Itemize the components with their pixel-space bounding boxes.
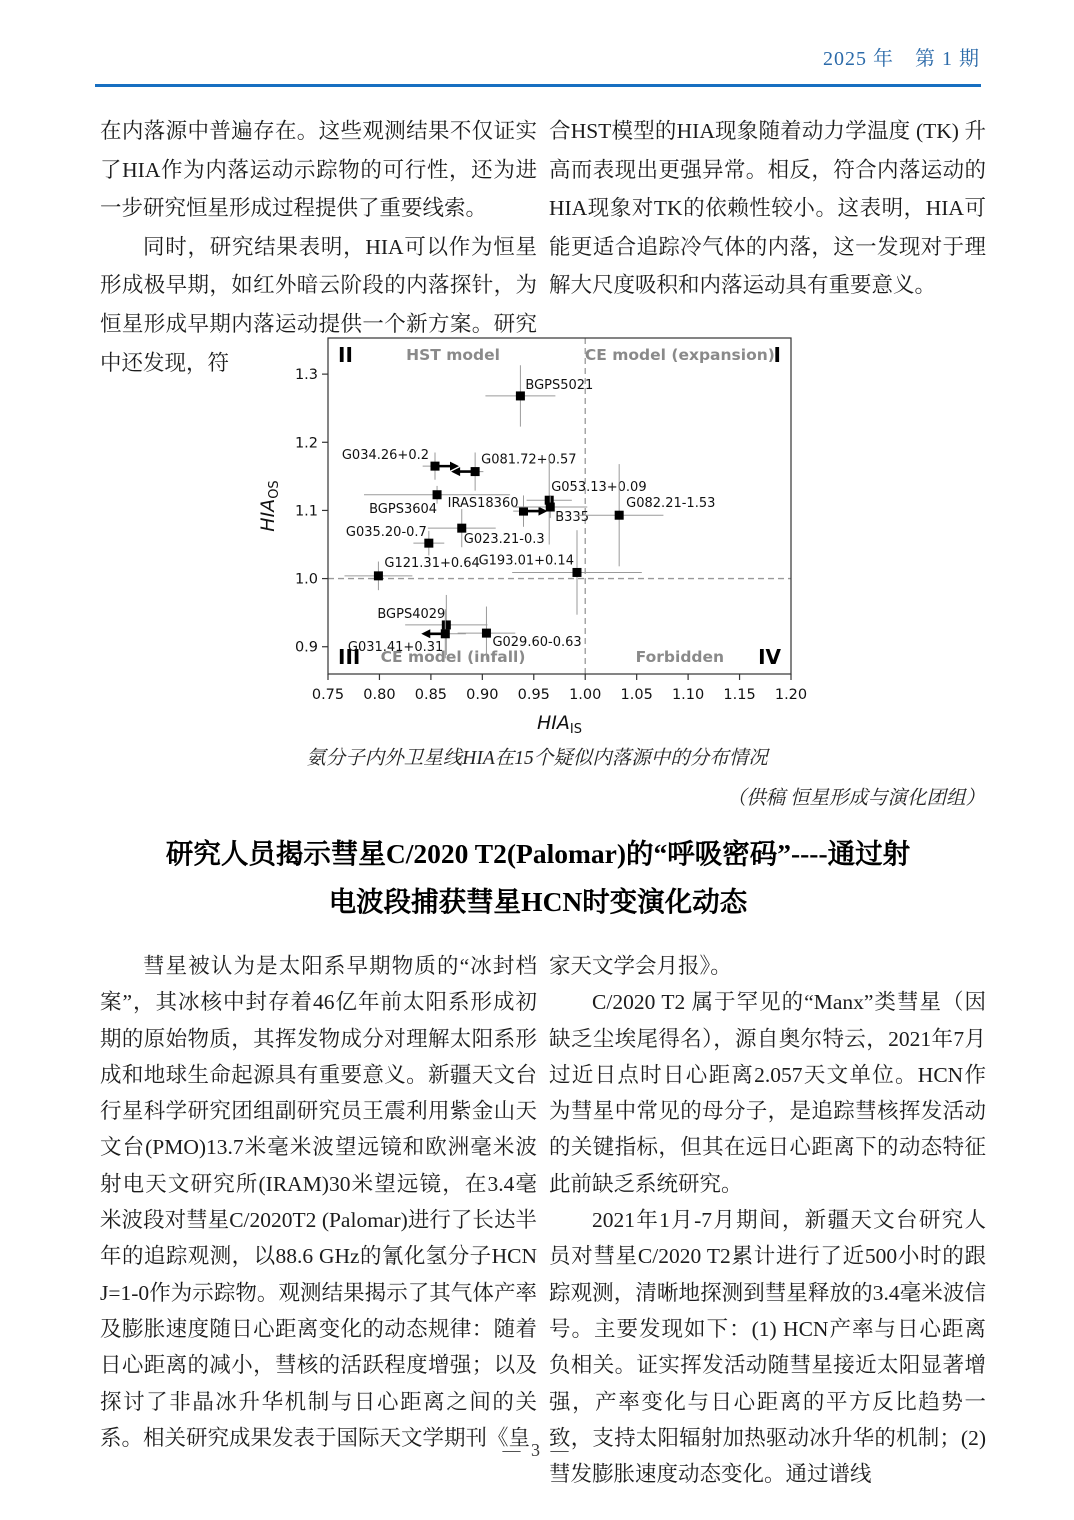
article2-title-line2: 电波段捕获彗星HCN时变演化动态 xyxy=(328,886,748,917)
data-point xyxy=(441,629,450,638)
data-point xyxy=(516,391,525,400)
x-tick-label: 1.10 xyxy=(671,687,705,703)
point-label: BGPS5021 xyxy=(525,377,594,393)
limit-arrow-head xyxy=(421,629,430,638)
article2-left-column xyxy=(100,948,537,1492)
quadrant-roman: I xyxy=(773,343,781,367)
article2-right-column xyxy=(549,948,986,1492)
y-tick-label: 1.3 xyxy=(294,367,318,384)
y-tick-label: 1.0 xyxy=(294,571,318,588)
article2-paragraph: 彗星被认为是太阳系早期物质的“冰封档案”，其冰核中封存着46亿年前太阳系形成初期的原始物质，其挥发物成分对理解太阳系形成和地球生命起源具有重要意义。新疆天文台行星科学研究团组副研究员王震利用紫金山天文台(PMO)13.7米毫米波望远镜和欧洲毫米波射电天文研究所(IRAM)30米望远镜，在3.4毫米波段对彗星C/2020T2 (Palomar)进行了长达半年的追踪观测，以88.6 GHz的氰化氢分子HCN J=1-0作为示踪物。观测结果揭示了其气体产率及膨胀速度随日心距离变化的动态规律：随着日心距离的减小，彗核的活跃程度增强；以及探讨了非晶冰升华机制与日心距离之间的关系。相关研究成果发表于国际天文学期刊《皇 xyxy=(100,954,537,1450)
x-tick-label: 0.95 xyxy=(517,687,550,703)
article2-title-line1: 研究人员揭示彗星C/2020 T2(Palomar)的“呼吸密码”----通过射 xyxy=(165,838,911,869)
quadrant-roman: IV xyxy=(758,645,781,669)
point-label: IRAS18360 xyxy=(447,496,519,512)
data-point xyxy=(471,467,480,476)
page-number: — 3 — xyxy=(502,1440,572,1460)
point-label: G081.72+0.57 xyxy=(481,452,577,468)
x-tick-label: 0.90 xyxy=(466,687,499,703)
quadrant-label: CE model (infall) xyxy=(380,648,526,666)
point-label: G031.41+0.31 xyxy=(347,639,444,655)
data-point xyxy=(519,507,528,516)
point-label: G034.26+0.2 xyxy=(341,448,430,464)
data-point xyxy=(615,511,624,520)
x-tick-label: 0.80 xyxy=(363,687,396,703)
point-label: G029.60-0.63 xyxy=(492,635,582,651)
quadrant-roman: II xyxy=(338,343,353,367)
data-point xyxy=(572,568,581,577)
header-divider xyxy=(95,84,981,87)
point-label: G053.13+0.09 xyxy=(551,480,647,496)
point-label: G193.01+0.14 xyxy=(478,553,574,569)
point-label: BGPS4029 xyxy=(377,606,446,622)
x-tick-label: 1.20 xyxy=(774,687,808,703)
x-tick-label: 1.15 xyxy=(723,687,756,703)
article2-title xyxy=(95,830,981,926)
data-point xyxy=(433,490,442,499)
data-point xyxy=(482,629,491,638)
hia-scatter-svg xyxy=(248,330,808,742)
article2-paragraph: C/2020 T2 属于罕见的“Manx”类彗星（因缺乏尘埃尾得名），源自奥尔特云，2021年7月过近日点时日心距离2.057天文单位。HCN作为彗星中常见的母分子，是追踪彗核挥发活动的关键指标，但其在远日心距离下的动态特征此前缺乏系统研究。 xyxy=(549,990,986,1196)
point-label: G035.20-0.7 xyxy=(345,525,427,541)
y-axis-title: $HIA_{OS}$ xyxy=(257,480,282,532)
point-label: G121.31+0.64 xyxy=(384,555,480,571)
y-tick-label: 1.1 xyxy=(294,503,318,520)
x-tick-label: 1.05 xyxy=(620,687,653,703)
point-label: G023.21-0.3 xyxy=(463,532,545,548)
point-label: BGPS3604 xyxy=(369,501,438,517)
issue-label: 2025 年 第 1 期 xyxy=(823,48,980,70)
data-point xyxy=(546,503,555,512)
quadrant-label: CE model (expansion) xyxy=(584,346,775,364)
article2-paragraph: 家天文学会月报》。 xyxy=(549,954,732,978)
hia-scatter-figure xyxy=(248,330,808,742)
article1-paragraph: 同时，研究结果表明，HIA可以作为恒星形成极早期，如红外暗云阶段的内落探针，为恒星形成早期内落运动提供一个新方案。研究中还发现，符 xyxy=(100,234,537,375)
x-tick-label: 1.00 xyxy=(569,687,602,703)
x-tick-label: 0.75 xyxy=(311,687,345,703)
y-tick-label: 1.2 xyxy=(294,435,318,452)
quadrant-label: HST model xyxy=(406,346,500,364)
data-point xyxy=(431,462,440,471)
article1-paragraph: 合HST模型的HIA现象随着动力学温度 (TK) 升高而表现出更强异常。相反，符合内落运动的HIA现象对TK的依赖性较小。这表明，HIA可能更适合追踪冷气体的内落，这一发现对于理解大尺度吸积和内落运动具有重要意义。 xyxy=(549,119,986,298)
data-point xyxy=(374,571,383,580)
x-axis-title: $HIA_{IS}$ xyxy=(537,712,582,737)
x-tick-label: 0.85 xyxy=(414,687,448,703)
figure-caption: 氨分子内外卫星线HIA在15个疑似内落源中的分布情况 xyxy=(306,748,768,769)
article2-columns xyxy=(100,948,986,1492)
y-tick-label: 0.9 xyxy=(294,639,318,656)
quadrant-roman: III xyxy=(338,645,361,669)
point-label: G082.21-1.53 xyxy=(626,496,716,512)
figure-credit: （供稿 恒星形成与演化团组） xyxy=(726,788,985,809)
article2-paragraph: 2021年1月-7月期间，新疆天文台研究人员对彗星C/2020 T2累计进行了近500小时的跟踪观测，清晰地探测到彗星释放的3.4毫米波信号。主要发现如下：(1) HCN产率与日心距离负相关。证实挥发活动随彗星接近太阳显著增强，产率变化与日心距离的平方反比趋势一致，支持太阳辐射加热驱动冰升华的机制；(2)彗发膨胀速度动态变化。通过谱线 xyxy=(549,1208,986,1487)
quadrant-label: Forbidden xyxy=(635,648,725,666)
article1-paragraph: 在内落源中普遍存在。这些观测结果不仅证实了HIA作为内落运动示踪物的可行性，还为进一步研究恒星形成过程提供了重要线索。 xyxy=(100,119,537,221)
point-label: B335 xyxy=(555,510,589,526)
